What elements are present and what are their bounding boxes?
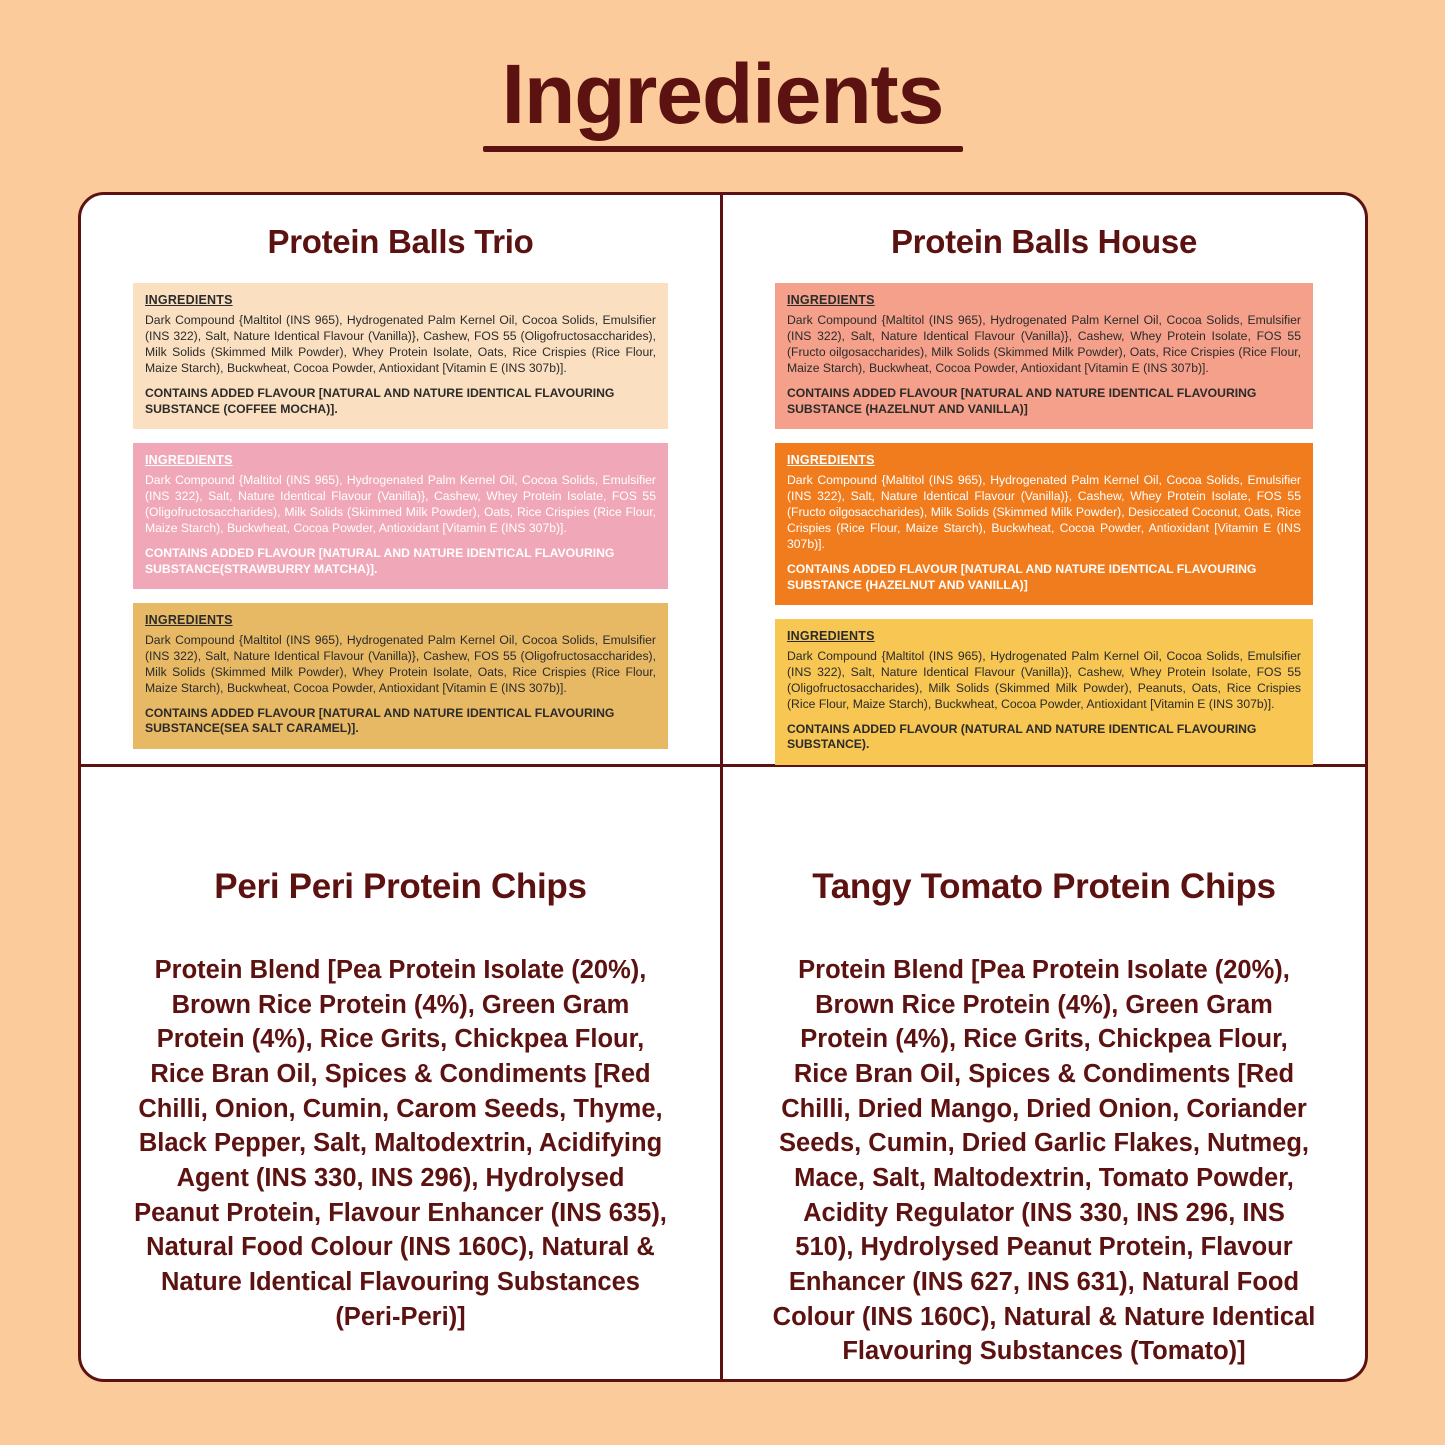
page-title-wrap bbox=[0, 0, 1445, 152]
panel-heading: INGREDIENTS bbox=[145, 612, 233, 627]
ingredients-card bbox=[78, 192, 1368, 1382]
quadrant-title: Tangy Tomato Protein Chips bbox=[812, 867, 1276, 906]
panel-body: Dark Compound {Maltitol (INS 965), Hydrogenated Palm Kernel Oil, Cocoa Solids, Emulsifier (INS 322), Salt, Nature Identical Flavour (Vanilla)}, Cashew, FOS 55 (Oligofructosaccharides), Milk Solids (Skimmed Milk Powder), Whey Protein Isolate, Oats, Rice Crispies (Rice Flour, Maize Starch), Buckwheat, Cocoa Powder, Antioxidant [Vitamin E (INS 307b)]. bbox=[145, 632, 656, 696]
panel-body: Dark Compound {Maltitol (INS 965), Hydrogenated Palm Kernel Oil, Cocoa Solids, Emulsifier (INS 322), Salt, Nature Identical Flavour (Vanilla)}, Cashew, Whey Protein Isolate, FOS 55 (Fructo oilgosaccharides), Milk Solids (Skimmed Milk Powder), Desiccated Coconut, Oats, Rice Crispies (Rice Flour, Maize Starch), Buckwheat, Cocoa Powder, Antioxidant [Vitamin E (INS 307b)]. bbox=[787, 472, 1301, 552]
panel-stack bbox=[753, 283, 1335, 765]
quadrant-grid bbox=[81, 195, 1365, 1379]
ingredient-panel bbox=[775, 443, 1313, 605]
ingredient-panel bbox=[133, 283, 668, 429]
panel-heading: INGREDIENTS bbox=[145, 452, 233, 467]
ingredient-panel bbox=[775, 283, 1313, 429]
quadrant-title: Protein Balls House bbox=[890, 223, 1198, 260]
panel-heading: INGREDIENTS bbox=[787, 452, 875, 467]
panel-note: CONTAINS ADDED FLAVOUR (NATURAL AND NATURE IDENTICAL FLAVOURING SUBSTANCE). bbox=[787, 722, 1257, 752]
quadrant-protein-balls-house bbox=[723, 195, 1365, 767]
quadrant-peri-peri-protein-chips bbox=[81, 767, 723, 1379]
panel-note: CONTAINS ADDED FLAVOUR [NATURAL AND NATURE IDENTICAL FLAVOURING SUBSTANCE (HAZELNUT AND VANILLA)] bbox=[787, 386, 1257, 416]
quadrant-title: Protein Balls Trio bbox=[267, 223, 534, 260]
panel-note: CONTAINS ADDED FLAVOUR [NATURAL AND NATURE IDENTICAL FLAVOURING SUBSTANCE (COFFEE MOCHA)]. bbox=[145, 386, 615, 416]
quadrant-ingredients-text: Protein Blend [Pea Protein Isolate (20%), Brown Rice Protein (4%), Green Gram Protein (4%), Rice Grits, Chickpea Flour, Rice Bran Oil, Spices & Condiments [Red Chilli, Onion, Cumin, Carom Seeds, Thyme, Black Pepper, Salt, Maltodextrin, Acidifying Agent (INS 330, INS 296), Hydrolysed Peanut Protein, Flavour Enhancer (INS 635), Natural Food Colour (INS 160C), Natural & Nature Identical Flavouring Substances (Peri-Peri)] bbox=[134, 956, 667, 1331]
panel-heading: INGREDIENTS bbox=[787, 628, 875, 643]
quadrant-ingredients-text: Protein Blend [Pea Protein Isolate (20%), Brown Rice Protein (4%), Green Gram Protein (4%), Rice Grits, Chickpea Flour, Rice Bran Oil, Spices & Condiments [Red Chilli, Dried Mango, Dried Onion, Coriander Seeds, Cumin, Dried Garlic Flakes, Nutmeg, Mace, Salt, Maltodextrin, Tomato Powder, Acidity Regulator (INS 330, INS 296, INS 510), Hydrolysed Peanut Protein, Flavour Enhancer (INS 627, INS 631), Natural Food Colour (INS 160C), Natural & Nature Identical Flavouring Substances (Tomato)] bbox=[772, 956, 1316, 1366]
ingredient-panel bbox=[775, 619, 1313, 765]
panel-heading: INGREDIENTS bbox=[787, 293, 875, 307]
panel-note: CONTAINS ADDED FLAVOUR [NATURAL AND NATURE IDENTICAL FLAVOURING SUBSTANCE (HAZELNUT AND VANILLA)] bbox=[787, 562, 1257, 592]
panel-body: Dark Compound {Maltitol (INS 965), Hydrogenated Palm Kernel Oil, Cocoa Solids, Emulsifier (INS 322), Salt, Nature Identical Flavour (Vanilla)}, Cashew, Whey Protein Isolate, FOS 55 (Oligofructosaccharides), Milk Solids (Skimmed Milk Powder), Oats, Rice Crispies (Rice Flour, Maize Starch), Buckwheat, Cocoa Powder, Antioxidant [Vitamin E (INS 307b)]. bbox=[145, 472, 656, 536]
quadrant-protein-balls-trio bbox=[81, 195, 723, 767]
panel-body: Dark Compound {Maltitol (INS 965), Hydrogenated Palm Kernel Oil, Cocoa Solids, Emulsifier (INS 322), Salt, Nature Identical Flavour (Vanilla)}, Cashew, FOS 55 (Oligofructosaccharides), Milk Solids (Skimmed Milk Powder), Whey Protein Isolate, Oats, Rice Crispies (Rice Flour, Maize Starch), Buckwheat, Cocoa Powder, Antioxidant [Vitamin E (INS 307b)]. bbox=[145, 313, 656, 376]
quadrant-title: Peri Peri Protein Chips bbox=[214, 867, 587, 906]
panel-note: CONTAINS ADDED FLAVOUR [NATURAL AND NATURE IDENTICAL FLAVOURING SUBSTANCE(STRAWBURRY MATCHA)]. bbox=[145, 546, 615, 576]
ingredient-panel bbox=[133, 603, 668, 749]
ingredient-panel bbox=[133, 443, 668, 589]
panel-body: Dark Compound {Maltitol (INS 965), Hydrogenated Palm Kernel Oil, Cocoa Solids, Emulsifier (INS 322), Salt, Nature Identical Flavour (Vanilla)}, Cashew, Whey Protein Isolate, FOS 55 (Fructo oilgosaccharides), Milk Solids (Skimmed Milk Powder), Oats, Rice Crispies (Rice Flour, Maize Starch), Buckwheat, Cocoa Powder, Antioxidant [Vitamin E (INS 307b)]. bbox=[787, 313, 1301, 376]
page-title: Ingredients bbox=[501, 47, 944, 141]
title-underline bbox=[483, 146, 963, 152]
panel-stack bbox=[111, 283, 690, 749]
quadrant-tangy-tomato-protein-chips bbox=[723, 767, 1365, 1379]
panel-body: Dark Compound {Maltitol (INS 965), Hydrogenated Palm Kernel Oil, Cocoa Solids, Emulsifier (INS 322), Salt, Nature Identical Flavour (Vanilla)}, Cashew, Whey Protein Isolate, FOS 55 (Oligofructosaccharides), Milk Solids (Skimmed Milk Powder), Peanuts, Oats, Rice Crispies (Rice Flour, Maize Starch), Buckwheat, Cocoa Powder, Antioxidant [Vitamin E (INS 307b)]. bbox=[787, 648, 1301, 712]
panel-note: CONTAINS ADDED FLAVOUR [NATURAL AND NATURE IDENTICAL FLAVOURING SUBSTANCE(SEA SALT CARAMEL)]. bbox=[145, 706, 615, 736]
panel-heading: INGREDIENTS bbox=[145, 293, 233, 307]
